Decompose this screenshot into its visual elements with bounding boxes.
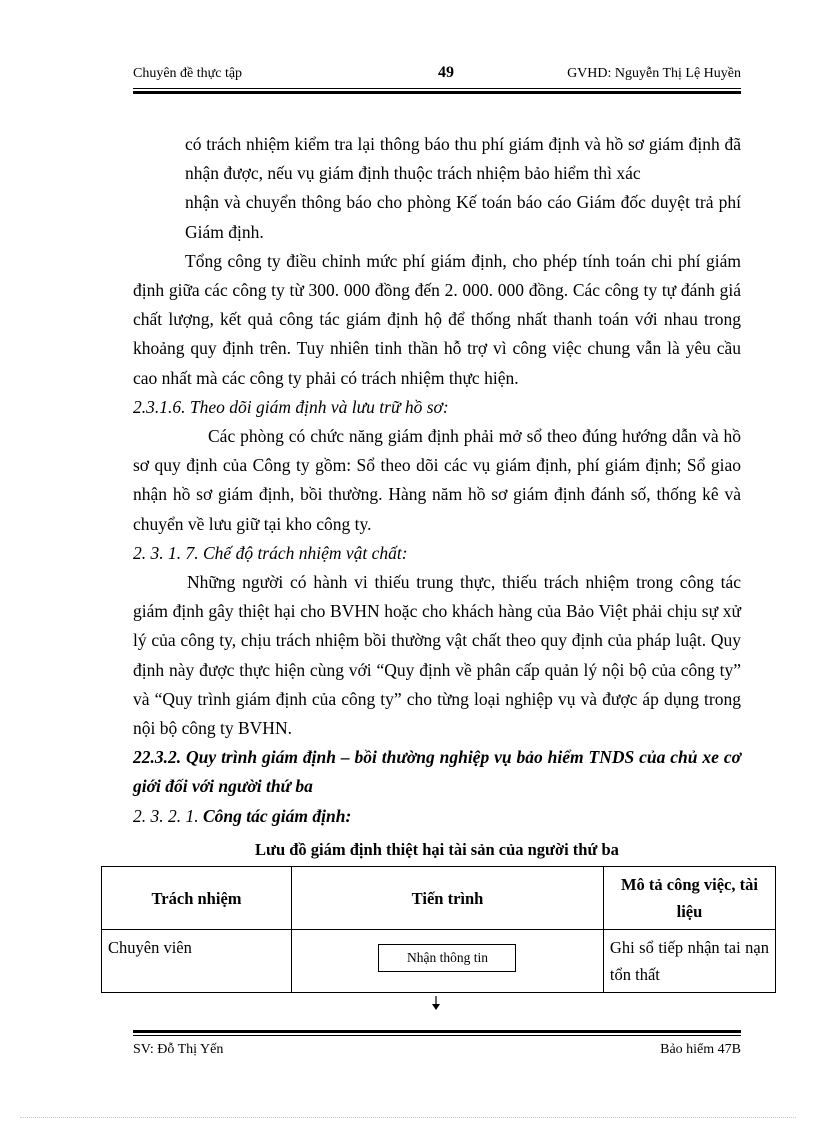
paragraph-fee-check-1: có trách nhiệm kiểm tra lại thông báo thu phí giám định và hồ sơ giám định đã nhận được, nếu vụ giám định thuộc trách nhiệm bảo hiểm thì xác bbox=[185, 134, 741, 184]
heading-2321-number: 2. 3. 2. 1. bbox=[133, 805, 203, 826]
header-description: Mô tả công việc, tài liệu bbox=[603, 867, 775, 930]
process-step-box: Nhận thông tin bbox=[378, 944, 516, 972]
heading-2316: 2.3.1.6. Theo dõi giám định và lưu trữ hồ sơ: bbox=[133, 396, 449, 417]
heading-2321-title: Công tác giám định: bbox=[203, 805, 352, 826]
table-caption: Lưu đồ giám định thiệt hại tài sản của người thứ ba bbox=[255, 840, 619, 859]
table-header-row bbox=[102, 867, 776, 930]
paragraph-fee-check-2: nhận và chuyển thông báo cho phòng Kế toán báo cáo Giám đốc duyệt trả phí Giám định. bbox=[185, 192, 741, 242]
header-process: Tiến trình bbox=[292, 867, 604, 930]
cell-responsibility: Chuyên viên bbox=[102, 930, 292, 993]
footer-rule-thin bbox=[133, 1035, 741, 1036]
page-number: 49 bbox=[438, 64, 454, 81]
cell-process bbox=[292, 930, 604, 993]
heading-2321 bbox=[133, 802, 741, 831]
footer-student: SV: Đỗ Thị Yến bbox=[133, 1042, 224, 1057]
document-body bbox=[133, 130, 741, 831]
page-footer bbox=[133, 1042, 741, 1058]
cell-description: Ghi sổ tiếp nhận tai nạn tổn thất bbox=[603, 930, 775, 993]
paragraph-fee-adjustment: Tổng công ty điều chỉnh mức phí giám định, cho phép tính toán chi phí giám định giữa các công ty từ 300. 000 đồng đến 2. 000. 000 đồng. Các công ty tự đánh giá chất lượng, kết quả công tác giám định hộ để thống nhất thanh toán với nhau trong khoảng quy định trên. Tuy nhiên tinh thần hỗ trợ vì công việc chung vẫn là yêu cầu cao nhất mà các công ty phải có trách nhiệm thực hiện. bbox=[133, 250, 741, 388]
paragraph-record-keeping: Các phòng có chức năng giám định phải mở sổ theo đúng hướng dẫn và hồ sơ quy định của Công ty gồm: Sổ theo dõi các vụ giám định, phí giám định; Sổ giao nhận hồ sơ giám định, bồi thường. Hàng năm hồ sơ giám định đánh số, thống kê và chuyển về lưu giữ tại kho công ty. bbox=[133, 426, 741, 534]
header-rule-thick bbox=[133, 91, 741, 94]
page-header bbox=[133, 66, 741, 86]
heading-2317: 2. 3. 1. 7. Chế độ trách nhiệm vật chất: bbox=[133, 542, 408, 563]
header-document-title: Chuyên đề thực tập bbox=[133, 66, 243, 81]
paragraph-liability: Những người có hành vi thiếu trung thực, thiếu trách nhiệm trong công tác giám định gây thiệt hại cho BVHN hoặc cho khách hàng của Bảo Việt phải chịu sự xử lý của công ty, chịu trách nhiệm bồi thường vật chất theo quy định của pháp luật. Quy định này được thực hiện cùng với “Quy định về phân cấp quản lý nội bộ của công ty” và “Quy trình giám định của công ty” cho từng loại nghiệp vụ và được áp dụng trong nội bộ công ty BVHN. bbox=[133, 572, 741, 739]
header-supervisor: GVHD: Nguyễn Thị Lệ Huyền bbox=[567, 66, 741, 81]
table-row bbox=[102, 930, 776, 993]
footer-class: Bảo hiểm 47B bbox=[660, 1042, 741, 1057]
header-rule-thin bbox=[133, 88, 741, 89]
header-responsibility: Trách nhiệm bbox=[102, 867, 292, 930]
footer-rule-thick bbox=[133, 1030, 741, 1033]
assessment-flow-table bbox=[101, 866, 776, 993]
flow-arrow-down-icon bbox=[431, 996, 441, 1010]
page-bottom-dotted-line bbox=[20, 1117, 796, 1118]
heading-2232: 22.3.2. Quy trình giám định – bồi thường nghiệp vụ bảo hiểm TNDS của chủ xe cơ giới đối với người thứ ba bbox=[133, 747, 741, 797]
